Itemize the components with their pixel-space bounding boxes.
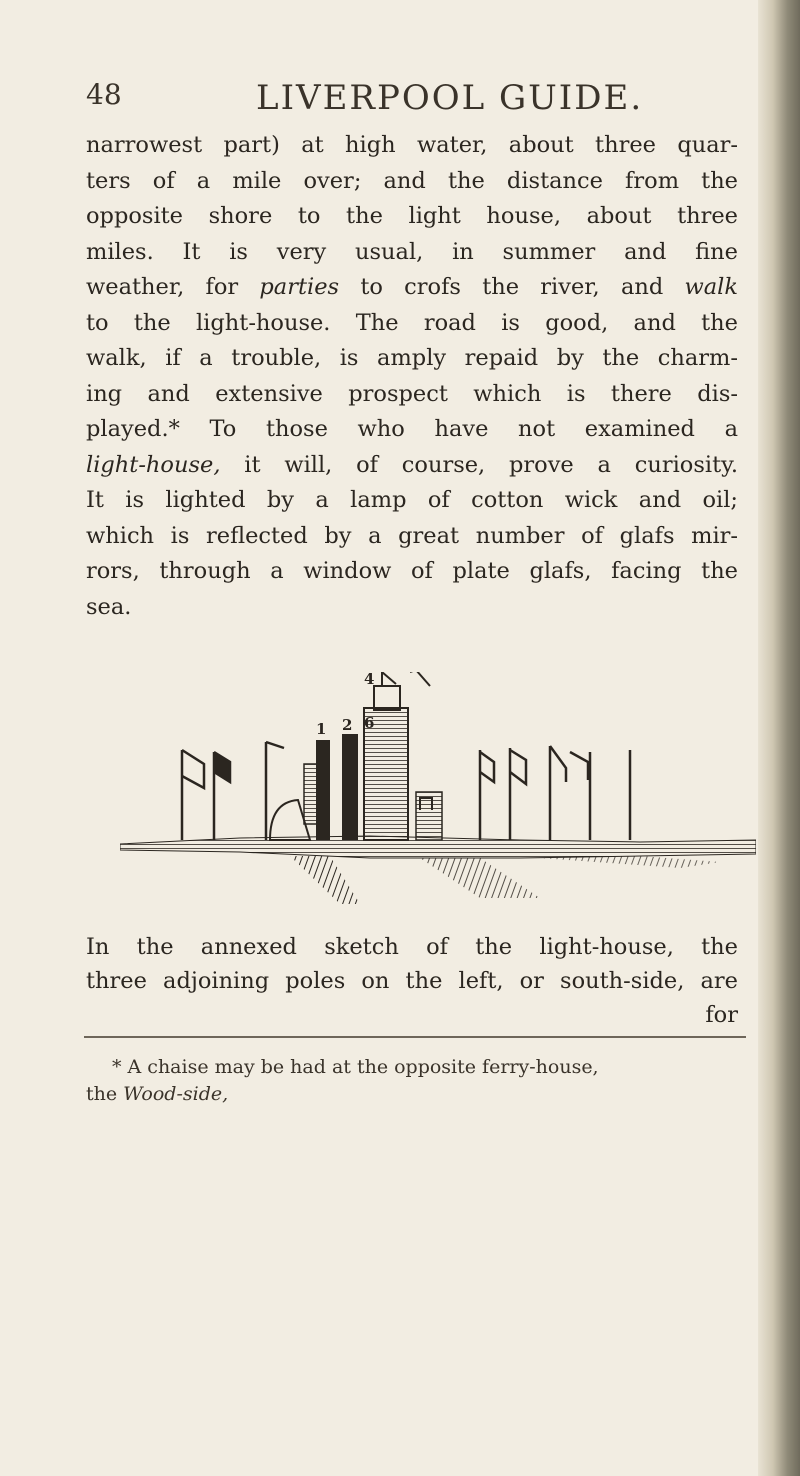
footnote-line: * A chaise may be had at the opposite ferry-house,	[112, 1056, 599, 1078]
footnote	[86, 1054, 738, 1108]
text-line: which is reflected by a great number of glafs mir-	[86, 522, 738, 549]
figure-label: 4	[364, 672, 375, 688]
lighthouse-sketch	[120, 672, 756, 912]
text-line: It is lighted by a lamp of cotton wick and oil;	[86, 487, 738, 513]
page-edge	[758, 0, 800, 1476]
caption-line: three adjoining poles on the left, or south-side, are	[86, 968, 738, 994]
signal-poles-right	[480, 746, 630, 840]
catchword: for	[705, 1002, 738, 1028]
signal-poles-left	[182, 742, 284, 840]
body-paragraph	[86, 128, 738, 625]
text-line: ters of a mile over; and the distance from the	[86, 167, 738, 194]
text-line: sea.	[86, 593, 132, 620]
text-line: walk, if a trouble, is amply repaid by the charm-	[86, 345, 738, 371]
text-line: ing and extensive prospect which is there dis-	[86, 380, 738, 407]
lighthouse-tower	[270, 672, 442, 840]
text-line: miles. It is very usual, in summer and fine	[86, 238, 738, 265]
figure-caption	[86, 930, 738, 1032]
text-line: to the light-house. The road is good, and the	[86, 309, 738, 336]
text-line: weather, for parties to crofs the river, and walk	[86, 274, 739, 300]
text-line: narrowest part) at high water, about three quar-	[86, 132, 738, 158]
figure-label: 1	[316, 720, 327, 738]
text-line: rors, through a window of plate glafs, facing the	[86, 558, 738, 584]
running-title: LIVERPOOL GUIDE.	[256, 78, 644, 118]
page-number: 48	[86, 78, 122, 111]
figure-label: 6	[364, 714, 375, 732]
figure-label: 2	[342, 716, 353, 734]
footnote-rule	[84, 1036, 746, 1038]
page-header	[86, 78, 738, 118]
text-line: played.* To those who have not examined a	[86, 416, 738, 442]
text-line: light-house, it will, of course, prove a curiosity.	[86, 451, 739, 478]
text-line: opposite shore to the light house, about three	[86, 203, 738, 229]
caption-line: In the annexed sketch of the light-house, the	[86, 934, 738, 960]
footnote-line: the Wood-side,	[86, 1083, 229, 1105]
